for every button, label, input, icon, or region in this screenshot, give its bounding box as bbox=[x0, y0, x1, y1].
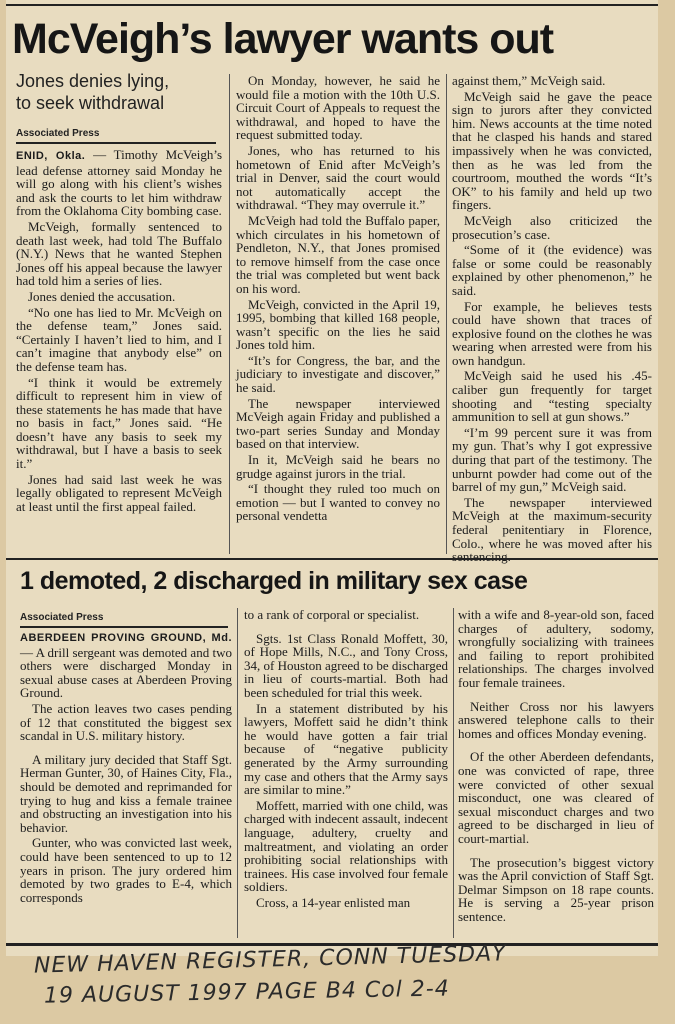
paragraph: Of the other Aberdeen defendants, one was convicted of rape, three were convicted of other sexual misconduct, one was cleared of sexual misconduct charges and two agreed to be discharged in lieu of court-martial. bbox=[458, 749, 654, 846]
article2-column-2 bbox=[244, 608, 448, 911]
article1-byline: Associated Press bbox=[16, 128, 216, 144]
paragraph: “I thought they ruled too much on emotion — but I wanted to convey no personal vendetta bbox=[236, 481, 440, 524]
paragraph-text: — Timothy McVeigh’s lead defense attorney said Monday he will go along with his client’s wishes and ask the courts to let him withdraw from the Oklahoma City bombing case. bbox=[16, 147, 223, 219]
paragraph: McVeigh also criticized the prosecution’s case. bbox=[452, 212, 652, 242]
paragraph: McVeigh had told the Buffalo paper, which circulates in his hometown of Pendleton, N.Y., that Jones promised to remove himself from the case once the trial was completed but went back on his word. bbox=[236, 212, 440, 296]
paragraph-text: — A drill sergeant was demoted and two others were discharged Monday in sexual abuse cases at Aberdeen Proving Ground. bbox=[20, 644, 232, 701]
paragraph: McVeigh, convicted in the April 19, 1995, bombing that killed 168 people, wasn’t specific on the lies he said Jones told him. bbox=[236, 296, 440, 353]
article1-deck bbox=[16, 70, 216, 114]
deck-line: Jones denies lying, bbox=[16, 71, 170, 91]
paragraph: against them,” McVeigh said. bbox=[452, 73, 606, 88]
paragraph: McVeigh, formally sentenced to death last week, had told The Buffalo (N.Y.) News that he wanted Stephen Jones off his appeal because the lawyer had told him a series of lies. bbox=[16, 218, 222, 289]
paragraph: McVeigh said he gave the peace sign to jurors after they convicted him. News accounts at the time noted that he clasped his hands and stared impassively when he was convicted, then as he was led from the courtroom, mouthed the words “It’s OK” to his family and held up two fingers. bbox=[452, 88, 652, 213]
paragraph: The newspaper interviewed McVeigh at the maximum-security federal penitentiary in Florence, Colo., where he was moved after his sentencing. bbox=[452, 494, 652, 565]
top-rule bbox=[6, 4, 658, 6]
paragraph: “It’s for Congress, the bar, and the judiciary to investigate and discover,” he said. bbox=[236, 352, 440, 396]
paragraph bbox=[16, 148, 222, 218]
paragraph: Cross, a 14-year enlisted man bbox=[256, 894, 411, 910]
paragraph: with a wife and 8-year-old son, faced charges of adultery, sodomy, wrongfully socializing with trainees and failing to report prohibited relationships. The charges involved four female trainees. bbox=[458, 607, 654, 690]
article2-headline: 1 demoted, 2 discharged in military sex case bbox=[20, 567, 528, 595]
article-separator bbox=[6, 558, 658, 560]
paragraph: “No one has lied to Mr. McVeigh on the defense team,” Jones said. “Certainly I haven’t lied to him, and I can’t imagine that anybody else” on the defense team has. bbox=[16, 304, 222, 374]
deck-line: to seek withdrawal bbox=[16, 93, 165, 113]
paragraph: Moffett, married with one child, was charged with indecent assault, indecent language, adultery, cruelty and maltreatment, and violating an order prohibiting social relationships with trainees. His case involved four female soldiers. bbox=[244, 797, 448, 895]
article1-column-3 bbox=[452, 74, 652, 566]
paragraph: In it, McVeigh said he bears no grudge against jurors in the trial. bbox=[236, 452, 440, 481]
handwritten-source-note bbox=[20, 941, 660, 1012]
article1-headline: McVeigh’s lawyer wants out bbox=[12, 15, 554, 63]
handwritten-line-1: NEW HAVEN REGISTER, CONN TUESDAY bbox=[33, 941, 507, 979]
paragraph: Jones had said last week he was legally obligated to represent McVeigh at least until the first appeal failed. bbox=[16, 471, 222, 514]
paragraph: McVeigh said he used his .45-caliber gun frequently for target shooting and “testing specialty ammunition to sell at gun shows.” bbox=[452, 368, 652, 425]
column-divider bbox=[229, 74, 230, 554]
paragraph: The newspaper interviewed McVeigh again Friday and published a two-part series Sunday and Monday based on that interview. bbox=[236, 395, 440, 452]
paragraph: Sgts. 1st Class Ronald Moffett, 30, of Hope Mills, N.C., and Tony Cross, 34, of Houston agreed to be discharged in lieu of courts-martial. Both had been scheduled for trial this week. bbox=[244, 630, 448, 700]
dateline: ENID, Okla. bbox=[16, 150, 86, 162]
column-divider bbox=[453, 608, 454, 938]
newspaper-clipping bbox=[6, 0, 658, 1009]
column-divider bbox=[237, 608, 238, 938]
paragraph: “I’m 99 percent sure it was from my gun. That’s why I got expressive during that part of the testimony. The unburnt powder had come out of the barrel of my gun,” McVeigh said. bbox=[452, 424, 652, 495]
article2-byline: Associated Press bbox=[20, 612, 228, 628]
paragraph: In a statement distributed by his lawyers, Moffett said he didn’t think he would have gotten a fair trial because of “negative publicity generated by the Army surrounding my case and others that the Army says are similar to mine.” bbox=[244, 700, 448, 798]
paragraph: Neither Cross nor his lawyers answered telephone calls to their homes and offices Monday evening. bbox=[458, 698, 654, 741]
paragraph: For example, he believes tests could have shown that traces of explosive found on the clothes he was wearing when arrested were from his own handgun. bbox=[452, 298, 652, 368]
article1-column-2 bbox=[236, 74, 440, 525]
paragraph: to a rank of corporal or specialist. bbox=[244, 607, 420, 622]
article1-column-1 bbox=[16, 148, 222, 515]
paragraph: On Monday, however, he said he would file a motion with the 10th U.S. Circuit Court of Appeals to request the withdrawal, and hoped to have the request submitted today. bbox=[236, 73, 440, 143]
paragraph: Gunter, who was convicted last week, could have been sentenced to up to 12 years in prison. The jury ordered him demoted by two grades to E-4, which corresponds bbox=[20, 835, 232, 905]
paragraph: “Some of it (the evidence) was false or some could be reasonably explained by other phenomenon,” he said. bbox=[452, 242, 652, 298]
paragraph: “I think it would be extremely difficult to represent him in view of these statements he has made that have no basis in fact,” Jones said. “He doesn’t have any basis to seek my withdrawal, but I have a basis to seek it.” bbox=[16, 374, 222, 472]
paragraph bbox=[20, 630, 232, 700]
paragraph: Jones denied the accusation. bbox=[28, 288, 176, 304]
paragraph: The action leaves two cases pending of 12 that constituted the biggest sex scandal in U.S. military history. bbox=[20, 700, 232, 744]
article2-column-3 bbox=[458, 608, 654, 925]
article2-column-1 bbox=[20, 630, 232, 906]
dateline: ABERDEEN PROVING GROUND, Md. bbox=[20, 632, 232, 644]
column-divider bbox=[446, 74, 447, 554]
paragraph: Jones, who has returned to his hometown of Enid after McVeigh’s trial in Denver, said the court would not automatically accept the withdrawal. “They may overrule it.” bbox=[236, 142, 440, 213]
handwritten-line-2: 19 AUGUST 1997 PAGE B4 Col 2-4 bbox=[43, 976, 450, 1009]
paragraph: A military jury decided that Staff Sgt. Herman Gunter, 30, of Haines City, Fla., should be demoted and reprimanded for trying to hug and kiss a female trainee and obstructing an investigation into his behavior. bbox=[20, 751, 232, 835]
paragraph: The prosecution’s biggest victory was the April conviction of Staff Sgt. Delmar Simpson on 18 rape counts. He is serving a 25-year prison sentence. bbox=[458, 854, 654, 924]
